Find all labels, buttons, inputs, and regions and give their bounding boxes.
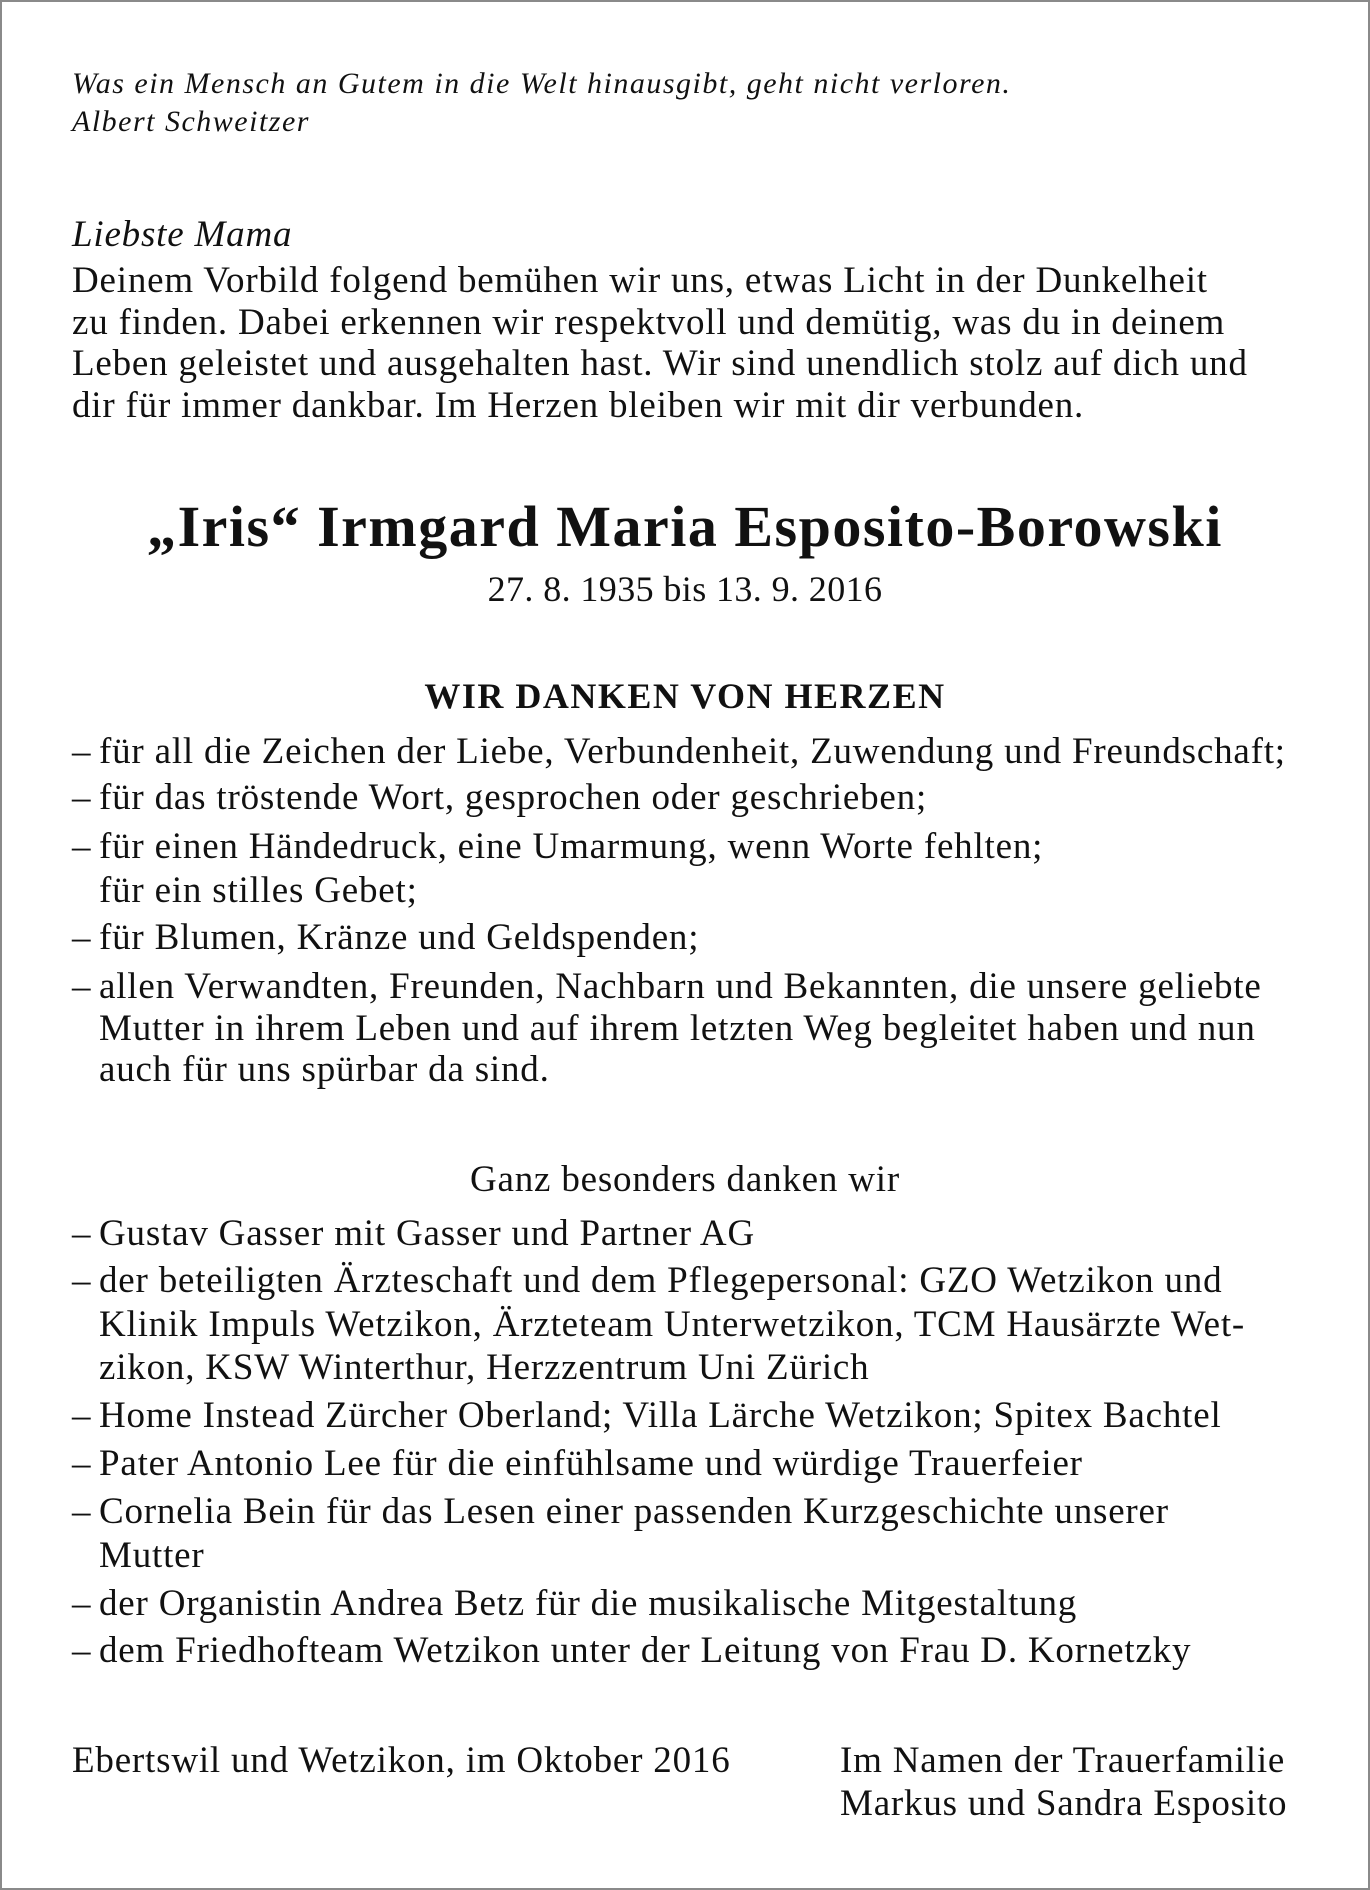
signature-names: Markus und Sandra Esposito — [840, 1783, 1288, 1824]
place-and-date: Ebertswil und Wetzikon, im Oktober 2016 — [72, 1740, 731, 1781]
list-item-line — [72, 966, 1262, 1008]
list-item-text: der Organistin Andrea Betz für die musikalische Mitgestaltung — [99, 1583, 1078, 1624]
list-item-line — [72, 777, 927, 819]
dash-bullet: – — [72, 1443, 91, 1484]
list-item-line — [72, 1583, 1077, 1625]
list-item-line — [72, 1395, 1222, 1437]
special-thanks-intro: Ganz besonders danken wir — [470, 1159, 900, 1200]
list-item-text: für Blumen, Kränze und Geldspenden; — [99, 917, 700, 958]
letter-line: dir für immer dankbar. Im Herzen bleiben wir mit dir verbunden. — [72, 385, 1085, 426]
list-item-line — [72, 1213, 755, 1255]
list-item-line — [72, 1443, 1083, 1485]
thanks-heading: WIR DANKEN VON HERZEN — [424, 676, 946, 716]
list-item-line — [72, 917, 699, 959]
letter-line: Leben geleistet und ausgehalten hast. Wir sind unendlich stolz auf dich und — [72, 343, 1248, 384]
list-item-text: der beteiligten Ärzteschaft und dem Pflegepersonal: GZO Wetzikon und — [99, 1260, 1223, 1301]
deceased-name: „Iris“ Irmgard Maria Esposito-Borowski — [147, 494, 1223, 559]
dash-bullet: – — [72, 777, 91, 818]
list-item-line — [72, 826, 1043, 868]
letter-salutation: Liebste Mama — [72, 214, 293, 255]
list-item-continuation: Mutter — [99, 1535, 205, 1576]
dash-bullet: – — [72, 1583, 91, 1624]
dash-bullet: – — [72, 1630, 91, 1671]
list-item-line — [72, 1260, 1222, 1302]
dash-bullet: – — [72, 966, 91, 1007]
list-item-text: für einen Händedruck, eine Umarmung, wenn Worte fehlten; — [99, 826, 1044, 867]
life-dates: 27. 8. 1935 bis 13. 9. 2016 — [487, 569, 883, 609]
letter-line: Deinem Vorbild folgend bemühen wir uns, etwas Licht in der Dunkelheit — [72, 260, 1208, 301]
list-item-continuation: auch für uns spürbar da sind. — [99, 1049, 550, 1090]
quote-text: Was ein Mensch an Gutem in die Welt hinausgibt, geht nicht verloren. — [72, 67, 1012, 100]
list-item-text: Cornelia Bein für das Lesen einer passenden Kurzgeschichte unserer — [99, 1491, 1169, 1532]
list-item-continuation: Klinik Impuls Wetzikon, Ärzteteam Unterwetzikon, TCM Hausärzte Wet- — [99, 1304, 1246, 1345]
list-item-text: allen Verwandten, Freunden, Nachbarn und Bekannten, die unsere geliebte — [99, 966, 1262, 1007]
list-item-text: Gustav Gasser mit Gasser und Partner AG — [99, 1213, 755, 1254]
letter-line: zu finden. Dabei erkennen wir respektvoll und demütig, was du in deinem — [72, 302, 1226, 343]
dash-bullet: – — [72, 1395, 91, 1436]
dash-bullet: – — [72, 826, 91, 867]
list-item-text: dem Friedhofteam Wetzikon unter der Leitung von Frau D. Kornetzky — [99, 1630, 1192, 1671]
signature-line: Im Namen der Trauerfamilie — [840, 1740, 1286, 1781]
list-item-continuation: Mutter in ihrem Leben und auf ihrem letzten Weg begleitet haben und nun — [99, 1008, 1256, 1049]
dash-bullet: – — [72, 1260, 91, 1301]
dash-bullet: – — [72, 917, 91, 958]
dash-bullet: – — [72, 1491, 91, 1532]
list-item-text: Pater Antonio Lee für die einfühlsame und würdige Trauerfeier — [99, 1443, 1083, 1484]
dash-bullet: – — [72, 731, 91, 772]
dash-bullet: – — [72, 1213, 91, 1254]
list-item-line — [72, 1630, 1191, 1672]
list-item-text: für das tröstende Wort, gesprochen oder geschrieben; — [99, 777, 928, 818]
list-item-continuation: zikon, KSW Winterthur, Herzzentrum Uni Zürich — [99, 1347, 870, 1388]
list-item-line — [72, 731, 1286, 773]
list-item-continuation: für ein stilles Gebet; — [99, 870, 418, 911]
list-item-line — [72, 1491, 1169, 1533]
list-item-text: Home Instead Zürcher Oberland; Villa Lärche Wetzikon; Spitex Bachtel — [99, 1395, 1222, 1436]
quote-author: Albert Schweitzer — [72, 105, 310, 138]
list-item-text: für all die Zeichen der Liebe, Verbundenheit, Zuwendung und Freundschaft; — [99, 731, 1286, 772]
